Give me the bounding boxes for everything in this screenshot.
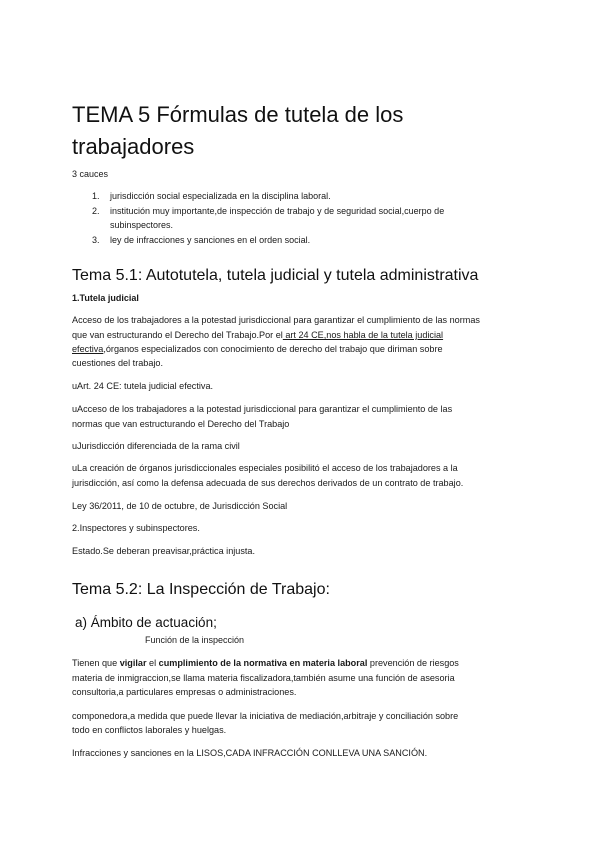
numbered-item: 2.Inspectores y subinspectores. <box>72 523 200 533</box>
bullet-item-continued: jurisdicción, así como la defensa adecuada de sus derechos derivados de un contrato de trabajo. <box>72 478 464 488</box>
emphasis-text: vigilar <box>119 658 147 668</box>
paragraph-line <box>72 342 443 357</box>
paragraph-line: Estado.Se deberan preavisar,práctica injusta. <box>72 546 255 556</box>
intro-text: 3 cauces <box>72 169 109 179</box>
paragraph-line: todo en conflictos laborales y huelgas. <box>72 725 227 735</box>
paragraph-text: prevención de riesgos <box>367 658 459 668</box>
reference-link[interactable]: efectiva <box>72 344 104 354</box>
paragraph-line <box>72 328 443 343</box>
subheading-tutela-judicial: 1.Tutela judicial <box>72 293 139 303</box>
list-item <box>72 233 512 247</box>
paragraph-line: consultoria,a particulares empresas o administraciones. <box>72 687 297 697</box>
section-heading-5-1: Tema 5.1: Autotutela, tutela judicial y tutela administrativa <box>72 267 479 284</box>
list-item-number: 2. <box>92 206 100 216</box>
paragraph-line: Infracciones y sanciones en la LISOS,CADA INFRACCIÓN CONLLEVA UNA SANCIÓN. <box>72 748 428 758</box>
emphasis-text: cumplimiento de la normativa en materia laboral <box>158 658 368 668</box>
paragraph-text: que van estructurando el Derecho del Trabajo.Por el <box>72 330 283 340</box>
list-item <box>72 204 512 232</box>
function-label: Función de la inspección <box>145 635 245 645</box>
law-reference: Ley 36/2011, de 10 de octubre, de Jurisdicción Social <box>72 501 288 511</box>
paragraph-line: materia de inmigraccion,se llama materia fiscalizadora,también asume una función de asesoria <box>72 673 455 683</box>
page-title-line-2: trabajadores <box>72 134 195 159</box>
paragraph-line <box>72 656 459 671</box>
paragraph-text: Tienen que <box>72 658 120 668</box>
bullet-item-continued: normas que van estructurando el Derecho del Trabajo <box>72 419 290 429</box>
subheading-ambito: a) Ámbito de actuación; <box>75 615 217 630</box>
list-item-number: 3. <box>92 235 100 245</box>
reference-link[interactable]: art 24 CE,nos habla de la tutela judicial <box>282 330 444 340</box>
section-heading-5-2: Tema 5.2: La Inspección de Trabajo: <box>72 581 330 598</box>
bullet-item: uArt. 24 CE: tutela judicial efectiva. <box>72 381 214 391</box>
paragraph-line: Acceso de los trabajadores a la potestad jurisdiccional para garantizar el cumplimiento de las normas <box>72 315 480 325</box>
bullet-item: uAcceso de los trabajadores a la potestad jurisdiccional para garantizar el cumplimiento de las <box>72 404 453 414</box>
paragraph-line: cuestiones del trabajo. <box>72 358 163 368</box>
list-item <box>72 189 512 203</box>
list-item-text-continued: subinspectores. <box>110 220 174 230</box>
paragraph-text: el <box>146 658 159 668</box>
paragraph-text: ,órganos especializados con conocimiento de derecho del trabajo que diriman sobre <box>103 344 443 354</box>
paragraph-line: componedora,a medida que puede llevar la iniciativa de mediación,arbitraje y conciliación sobre <box>72 711 459 721</box>
list-item-text: ley de infracciones y sanciones en el orden social. <box>110 235 311 245</box>
causes-list <box>72 189 512 248</box>
page-title <box>72 99 403 163</box>
page-title-line-1: TEMA 5 Fórmulas de tutela de los <box>72 102 404 127</box>
bullet-item: uLa creación de órganos jurisdiccionales especiales posibilitó el acceso de los trabajadores a la <box>72 463 458 473</box>
list-item-number: 1. <box>92 191 100 201</box>
list-item-text: institución muy importante,de inspección de trabajo y de seguridad social,cuerpo de <box>110 206 445 216</box>
list-item-text: jurisdicción social especializada en la disciplina laboral. <box>110 191 331 201</box>
bullet-item: uJurisdicción diferenciada de la rama civil <box>72 441 240 451</box>
